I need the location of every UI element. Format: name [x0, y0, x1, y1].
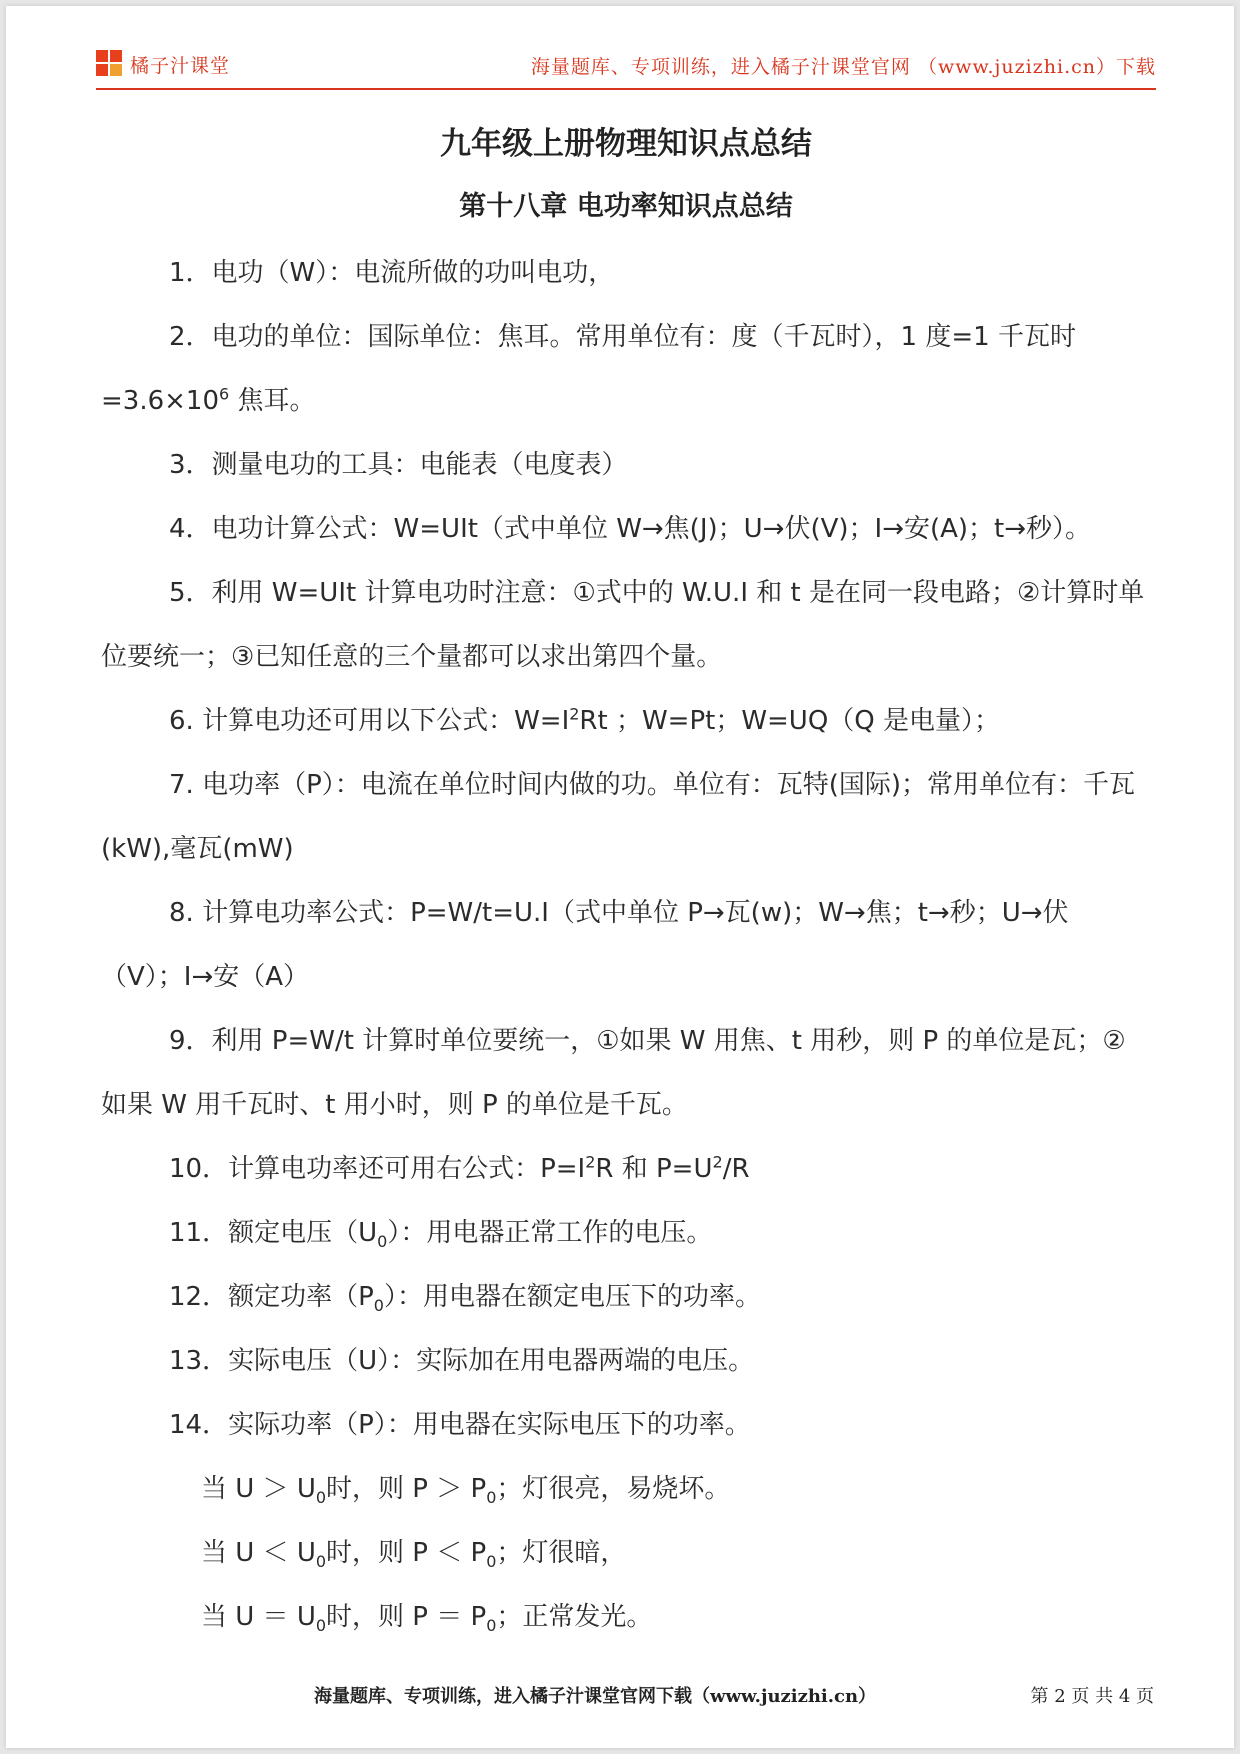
case-line: 当 $U > U_0$时，则 $P > P_0$；灯很亮，易烧坏。 — [201, 1474, 731, 1508]
knowledge-item: 14．实际功率（P）：用电器在实际电压下的功率。 — [169, 1410, 751, 1440]
logo-icon — [96, 50, 124, 78]
knowledge-item: 7. 电功率（P）：电流在单位时间内做的功。单位有：瓦特(国际)；常用单位有：千瓦(kW),毫瓦(mW) — [101, 770, 1136, 864]
case-line: 当 $U < U_0$时，则 $P < P_0$；灯很暗， — [201, 1538, 627, 1572]
logo-text: 橘子汁课堂 — [130, 54, 231, 77]
header-divider — [96, 88, 1156, 90]
chapter-title: 第十八章 电功率知识点总结 — [459, 191, 793, 222]
brand-logo[interactable] — [96, 50, 230, 78]
knowledge-item: 5．利用 W=UIt 计算电功时注意：①式中的 W.U.I 和 t 是在同一段电路；②计算时单位要统一；③已知任意的三个量都可以求出第四个量。 — [101, 578, 1145, 672]
page-sheet — [6, 6, 1234, 1748]
footer-slogan: 海量题库、专项训练，进入橘子汁课堂官网下载（www.juzizhi.cn） — [314, 1686, 877, 1707]
document-title: 九年级上册物理知识点总结 — [440, 126, 812, 162]
knowledge-item: 3．测量电功的工具：电能表（电度表） — [169, 450, 628, 480]
case-line: 当 $U = U_0$时，则 $P = P_0$；正常发光。 — [201, 1602, 653, 1636]
knowledge-item: 12．额定功率$(P_0)$：用电器在额定电压下的功率。 — [169, 1282, 761, 1316]
knowledge-item: 2．电功的单位：国际单位：焦耳。常用单位有：度（千瓦时），1 度=1 千瓦时$=3.6\times 10^6$ 焦耳。 — [101, 322, 1076, 416]
knowledge-item: 1．电功（W）：电流所做的功叫电功， — [169, 258, 615, 288]
document-body — [101, 241, 1151, 1649]
knowledge-item: 8. 计算电功率公式：P=W/t=U.I（式中单位 P→瓦(w)；W→焦；t→秒；U→伏（V）；I→安（A） — [101, 898, 1069, 992]
knowledge-item: 4．电功计算公式：W=UIt（式中单位 W→焦(J)；U→伏(V)；I→安(A)；t→秒）。 — [169, 514, 1092, 544]
knowledge-item: 6. 计算电功还可用以下公式：$W=I^2Rt$ ；W=Pt；W=UQ（Q 是电量）； — [169, 704, 1001, 736]
knowledge-item: 11．额定电压$(U_0)$：用电器正常工作的电压。 — [169, 1218, 713, 1252]
knowledge-item: 9．利用 P=W/t 计算时单位要统一，①如果 W 用焦、t 用秒，则 P 的单位是瓦；②如果 W 用千瓦时、t 用小时，则 P 的单位是千瓦。 — [101, 1026, 1126, 1120]
page-number: 第 2 页 共 4 页 — [1030, 1686, 1154, 1707]
header-slogan: 海量题库、专项训练，进入橘子汁课堂官网 （www.juzizhi.cn）下载 — [530, 56, 1156, 78]
page-footer — [6, 1682, 1240, 1712]
knowledge-item: 13．实际电压（U）：实际加在用电器两端的电压。 — [169, 1346, 755, 1376]
page-header — [96, 46, 1156, 90]
knowledge-item: 10．计算电功率还可用右公式：$P=I^2R$ 和 $P=U^2/R$ — [169, 1152, 750, 1184]
